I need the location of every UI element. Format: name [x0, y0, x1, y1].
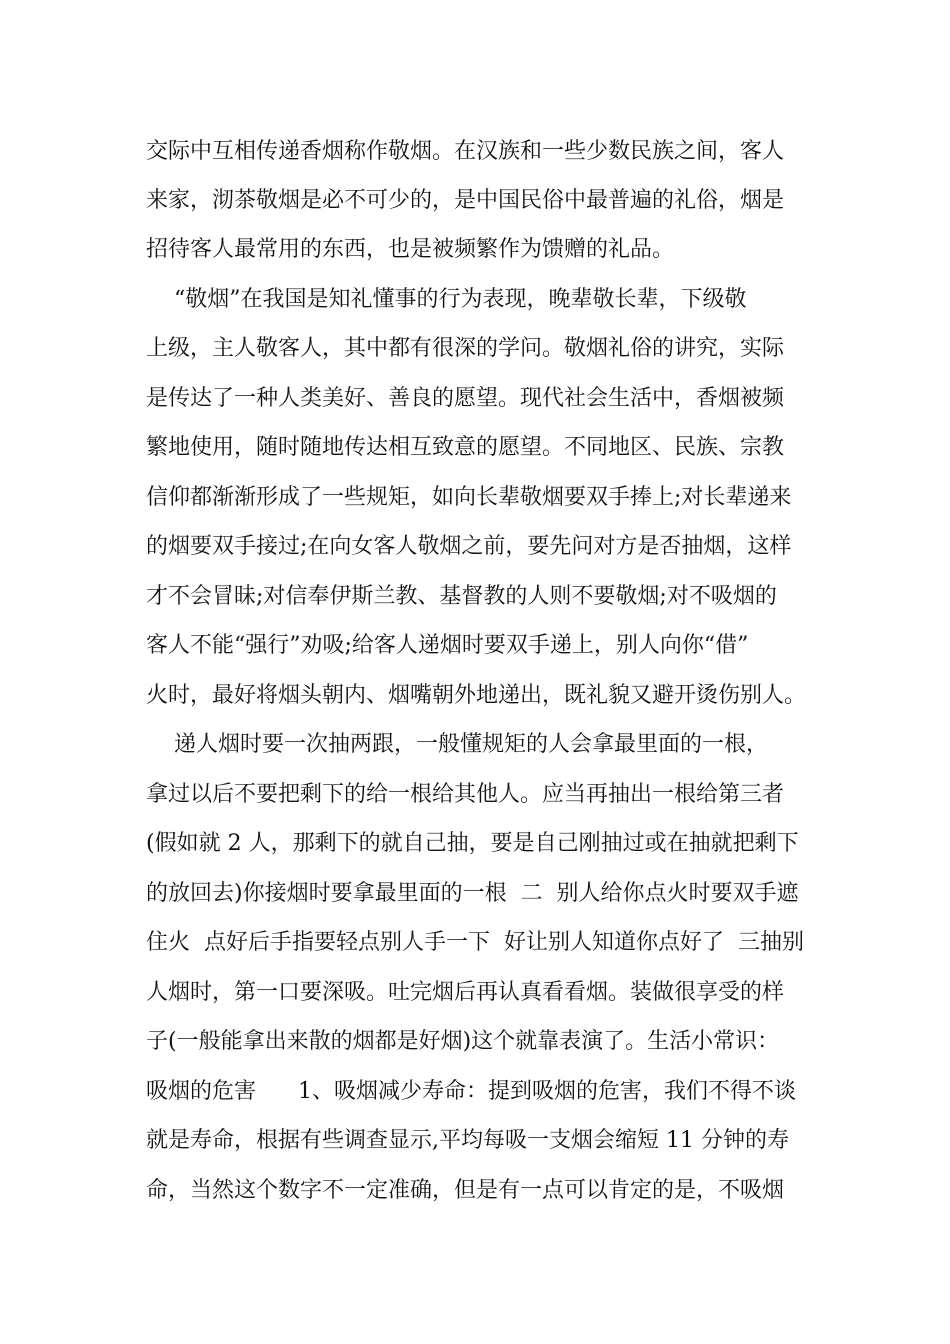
text-line: 递人烟时要一次抽两跟，一般懂规矩的人会拿最里面的一根，	[146, 732, 768, 757]
text-line: 的烟要双手接过;在向女客人敬烟之前，要先问对方是否抽烟，这样	[146, 534, 792, 559]
text-line: 火时，最好将烟头朝内、烟嘴朝外地递出，既礼貌又避开烫伤别人。	[146, 683, 806, 708]
text-line: 的放回去)你接烟时要拿最里面的一根 二 别人给你点火时要双手遮	[146, 881, 799, 906]
text-line: 来家，沏茶敬烟是必不可少的，是中国民俗中最普遍的礼俗，烟是	[146, 188, 785, 213]
text-line: 招待客人最常用的东西，也是被频繁作为馈赠的礼品。	[146, 237, 675, 262]
text-line: 才不会冒昧;对信奉伊斯兰教、基督教的人则不要敬烟;对不吸烟的	[146, 584, 777, 609]
text-line: 客人不能“强行”劝吸;给客人递烟时要双手递上，别人向你“借”	[146, 633, 749, 658]
text-line: 信仰都渐渐形成了一些规矩，如向长辈敬烟要双手捧上;对长辈递来	[146, 485, 792, 510]
text-line: 上级，主人敬客人，其中都有很深的学问。敬烟礼俗的讲究，实际	[146, 336, 785, 361]
text-line: 子(一般能拿出来散的烟都是好烟)这个就靠表演了。生活小常识：	[146, 1029, 780, 1054]
text-line: 人烟时，第一口要深吸。吐完烟后再认真看看烟。装做很享受的样	[146, 980, 785, 1005]
text-line: 住火 点好后手指要轻点别人手一下 好让别人知道你点好了 三抽别	[146, 930, 804, 955]
text-line: 是传达了一种人类美好、善良的愿望。现代社会生活中，香烟被频	[146, 386, 785, 411]
text-line: 吸烟的危害 1、吸烟减少寿命：提到吸烟的危害，我们不得不谈	[146, 1079, 796, 1104]
text-line: 就是寿命，根据有些调查显示,平均每吸一支烟会缩短 11 分钟的寿	[146, 1128, 789, 1153]
text-line: (假如就 2 人，那剩下的就自己抽，要是自己刚抽过或在抽就把剩下	[146, 831, 799, 856]
text-line: 交际中互相传递香烟称作敬烟。在汉族和一些少数民族之间，客人	[146, 139, 785, 164]
text-line: 命，当然这个数字不一定准确，但是有一点可以肯定的是，不吸烟	[146, 1178, 785, 1203]
text-line: “敬烟”在我国是知礼懂事的行为表现，晚辈敬长辈，下级敬	[146, 287, 747, 312]
text-line: 拿过以后不要把剩下的给一根给其他人。应当再抽出一根给第三者	[146, 782, 785, 807]
text-line: 繁地使用，随时随地传达相互致意的愿望。不同地区、民族、宗教	[146, 435, 785, 460]
